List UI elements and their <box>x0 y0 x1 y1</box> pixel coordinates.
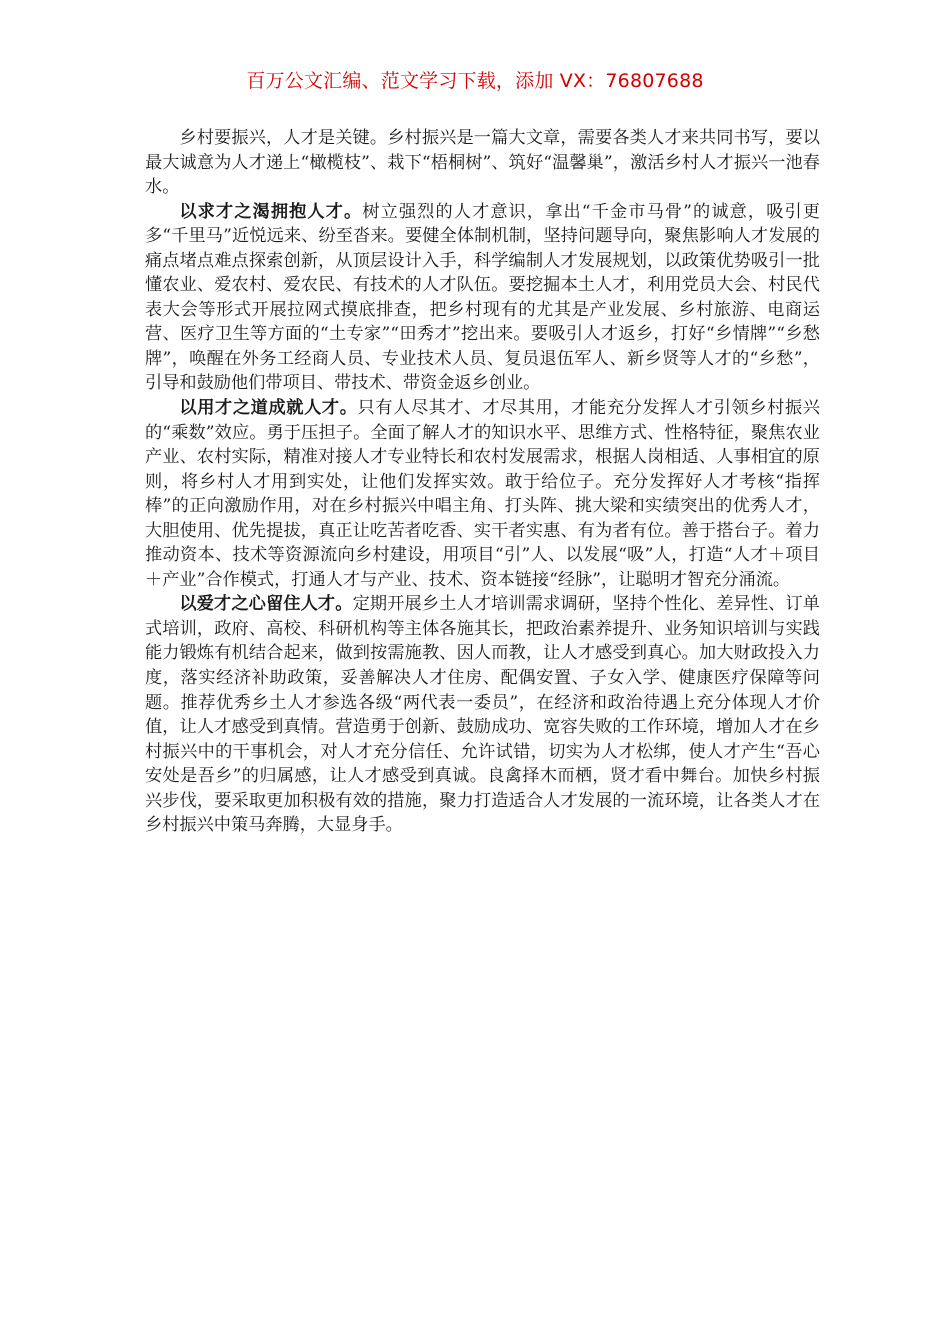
paragraph-use-talent <box>145 396 820 592</box>
paragraph-heading: 以爱才之心留住人才。 <box>179 594 353 615</box>
paragraph-text: 定期开展乡土人才培训需求调研，坚持个性化、差异性、订单式培训，政府、高校、科研机构等主体各施其长，把政治素养提升、业务知识培训与实践能力锻炼有机结合起来，做到按需施教、因人而教，让人才感受到真心。加大财政投入力度，落实经济补助政策，妥善解决人才住房、配偶安置、子女入学、健康医疗保障等问题。推荐优秀乡土人才参选各级“两代表一委员”，在经济和政治待遇上充分体现人才价值，让人才感受到真情。营造勇于创新、鼓励成功、宽容失败的工作环境，增加人才在乡村振兴中的干事机会，对人才充分信任、允许试错，切实为人才松绑，使人才产生“吾心安处是吾乡”的归属感，让人才感受到真诚。良禽择木而栖，贤才看中舞台。加快乡村振兴步伐，要采取更加积极有效的措施，聚力打造适合人才发展的一流环境，让各类人才在乡村振兴中策马奔腾，大显身手。 <box>145 594 820 836</box>
document-body <box>145 126 820 838</box>
paragraph-text: 乡村要振兴，人才是关键。乡村振兴是一篇大文章，需要各类人才来共同书写，要以最大诚意为人才递上“橄榄枝”、栽下“梧桐树”、筑好“温馨巢”，激活乡村人才振兴一池春水。 <box>145 128 820 198</box>
paragraph-keep-talent <box>145 592 820 837</box>
paragraph-text: 树立强烈的人才意识，拿出“千金市马骨”的诚意，吸引更多“千里马”近悦远来、纷至沓来。要健全体制机制，坚持问题导向，聚焦影响人才发展的痛点堵点难点探索创新，从顶层设计入手，科学编制人才发展规划，以政策优势吸引一批懂农业、爱农村、爱农民、有技术的人才队伍。要挖掘本土人才，利用党员大会、村民代表大会等形式开展拉网式摸底排查，把乡村现有的尤其是产业发展、乡村旅游、电商运营、医疗卫生等方面的“土专家”“田秀才”挖出来。要吸引人才返乡，打好“乡情牌”“乡愁牌”，唤醒在外务工经商人员、专业技术人员、复员退伍军人、新乡贤等人才的“乡愁”，引导和鼓励他们带项目、带技术、带资金返乡创业。 <box>145 201 820 394</box>
paragraph-heading: 以求才之渴拥抱人才。 <box>179 201 363 222</box>
watermark-header: 百万公文汇编、范文学习下载，添加 VX：76807688 <box>246 70 704 92</box>
paragraph-heading: 以用才之道成就人才。 <box>179 398 358 419</box>
paragraph-text: 只有人尽其才、才尽其用，才能充分发挥人才引领乡村振兴的“乘数”效应。勇于压担子。全面了解人才的知识水平、思维方式、性格特征，聚焦农业产业、农村实际，精准对接人才专业特长和农村发展需求，根据人岗相适、人事相宜的原则，将乡村人才用到实处，让他们发挥实效。敢于给位子。充分发挥好人才考核“指挥棒”的正向激励作用，对在乡村振兴中唱主角、打头阵、挑大梁和实绩突出的优秀人才，大胆使用、优先提拔，真正让吃苦者吃香、实干者实惠、有为者有位。善于搭台子。着力推动资本、技术等资源流向乡村建设，用项目“引”人、以发展“吸”人，打造“人才＋项目＋产业”合作模式，打通人才与产业、技术、资本链接“经脉”，让聪明才智充分涌流。 <box>145 398 820 590</box>
paragraph-seek-talent <box>145 200 820 396</box>
paragraph-intro <box>145 126 820 200</box>
